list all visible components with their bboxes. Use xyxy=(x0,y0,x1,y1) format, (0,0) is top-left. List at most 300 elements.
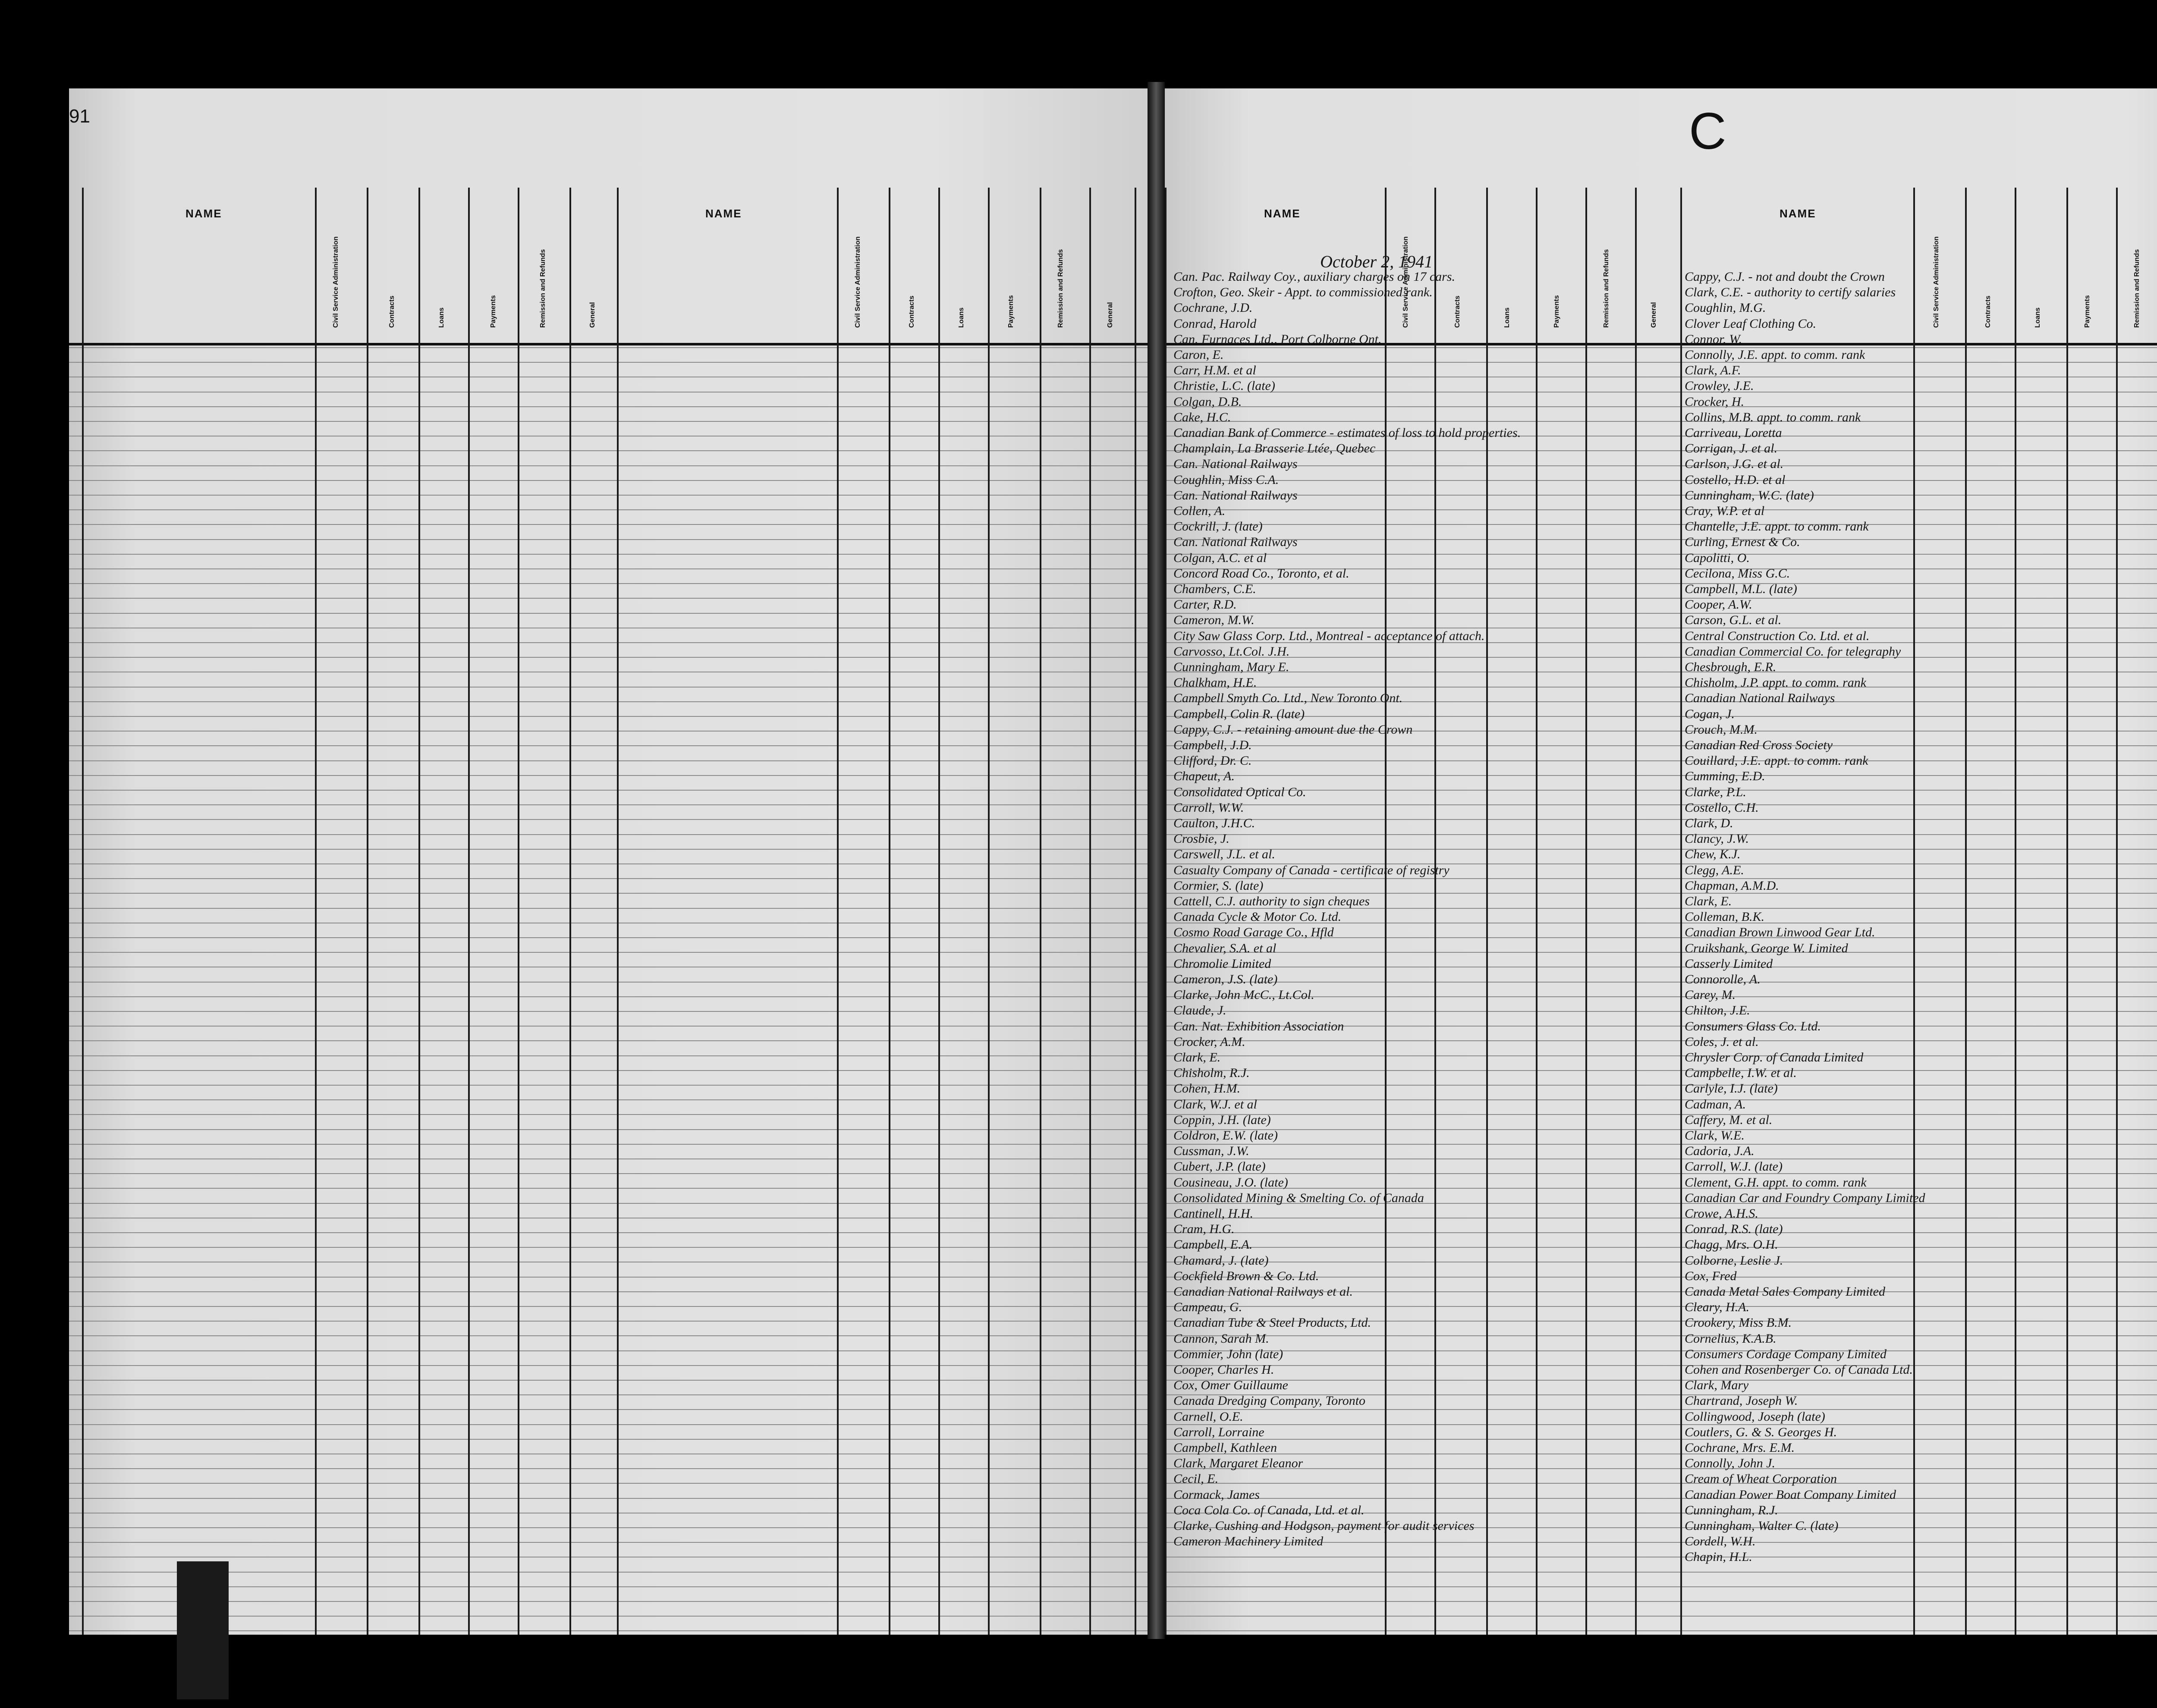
ledger-line xyxy=(1165,1350,2157,1351)
ledger-entry: Crouch, M.M. xyxy=(1685,722,1758,737)
civil-service-column-header-2: Civil Service Administration xyxy=(1933,236,1940,328)
ledger-entry: Crowley, J.E. xyxy=(1685,379,1754,393)
ledger-entry: Cormack, James xyxy=(1173,1487,1260,1502)
ledger-entry: Crowe, A.H.S. xyxy=(1685,1206,1758,1221)
ledger-entry: Clegg, A.E. xyxy=(1685,863,1744,877)
column-divider xyxy=(1536,188,1538,1635)
ledger-entry: Coldron, E.W. (late) xyxy=(1173,1128,1278,1143)
ledger-line xyxy=(69,495,1148,496)
ledger-line xyxy=(1165,687,2157,688)
ledger-line xyxy=(69,1247,1148,1248)
ledger-line xyxy=(69,347,1148,348)
column-divider xyxy=(1913,188,1915,1635)
ledger-entry: Collen, A. xyxy=(1173,504,1226,518)
ledger-entry: Cohen, H.M. xyxy=(1173,1081,1240,1096)
ledger-entry: Clancy, J.W. xyxy=(1685,832,1749,846)
ledger-line xyxy=(69,1321,1148,1322)
ledger-entry: Connolly, John J. xyxy=(1685,1456,1775,1471)
ledger-entry: Cunningham, R.J. xyxy=(1685,1503,1778,1517)
ledger-entry: Cunningham, Walter C. (late) xyxy=(1685,1519,1839,1533)
ledger-entry: Cosmo Road Garage Co., Hfld xyxy=(1173,925,1334,940)
loans-column-header: Loans xyxy=(1503,307,1511,328)
ledger-entry: Cockrill, J. (late) xyxy=(1173,519,1263,534)
ledger-line xyxy=(1165,1114,2157,1115)
ledger-line xyxy=(69,554,1148,555)
column-divider xyxy=(1635,188,1637,1635)
ledger-entry: Cake, H.C. xyxy=(1173,410,1231,424)
ledger-entry: Cray, W.P. et al xyxy=(1685,504,1765,518)
ledger-line xyxy=(69,1483,1148,1484)
ledger-entry: Chapin, H.L. xyxy=(1685,1550,1752,1564)
ledger-entry: Chesbrough, E.R. xyxy=(1685,660,1777,674)
ledger-line xyxy=(1165,539,2157,540)
column-divider xyxy=(315,188,317,1635)
ledger-line xyxy=(69,1040,1148,1041)
column-divider xyxy=(1434,188,1436,1635)
contracts-column-header: Contracts xyxy=(388,295,396,328)
ledger-line xyxy=(1165,613,2157,614)
ledger-entry: Capolitti, O. xyxy=(1685,550,1750,565)
ledger-entry: Clark, A.F. xyxy=(1685,363,1741,378)
ledger-entry: Connor, W. xyxy=(1685,332,1742,346)
ledger-line xyxy=(1165,775,2157,776)
ledger-entry: Cantinell, H.H. xyxy=(1173,1206,1253,1221)
ledger-page-right xyxy=(1165,88,2157,1635)
contracts-column-header-2: Contracts xyxy=(908,295,915,328)
index-letter: C xyxy=(1689,102,1726,160)
ledger-line xyxy=(1165,1365,2157,1366)
ledger-line xyxy=(69,1630,1148,1631)
ledger-line xyxy=(69,952,1148,953)
contracts-column-header: Contracts xyxy=(1454,295,1461,328)
ledger-line xyxy=(69,1011,1148,1012)
ledger-line xyxy=(69,583,1148,584)
ledger-entry: Consolidated Optical Co. xyxy=(1173,785,1306,799)
ledger-line xyxy=(1165,790,2157,791)
ledger-entry: Clark, Mary xyxy=(1685,1378,1749,1393)
ledger-entry: Canada Dredging Company, Toronto xyxy=(1173,1394,1366,1408)
page-number: 91 xyxy=(69,106,90,127)
ledger-entry: Campeau, G. xyxy=(1173,1300,1242,1315)
ledger-entry: Christie, L.C. (late) xyxy=(1173,379,1275,393)
ledger-entry: Corrigan, J. et al. xyxy=(1685,441,1777,456)
ledger-entry: Cooper, A.W. xyxy=(1685,597,1752,612)
ledger-entry: Carvosso, Lt.Col. J.H. xyxy=(1173,644,1290,659)
ledger-line xyxy=(1165,1099,2157,1100)
ledger-line xyxy=(1165,982,2157,983)
ledger-entry: Coppin, J.H. (late) xyxy=(1173,1112,1271,1127)
ledger-entry: Coughlin, Miss C.A. xyxy=(1173,472,1279,487)
column-divider xyxy=(2116,188,2118,1635)
ledger-line xyxy=(1165,819,2157,820)
ledger-line xyxy=(69,1498,1148,1499)
ledger-entry: Carter, R.D. xyxy=(1173,597,1237,612)
ledger-line xyxy=(1165,421,2157,422)
column-divider xyxy=(518,188,519,1635)
ledger-entry: Chrysler Corp. of Canada Limited xyxy=(1685,1050,1864,1064)
ledger-entry: Clifford, Dr. C. xyxy=(1173,754,1252,768)
ledger-line xyxy=(69,982,1148,983)
ledger-line xyxy=(1165,1468,2157,1469)
ledger-entry: Consolidated Mining & Smelting Co. of Canada xyxy=(1173,1190,1424,1205)
ledger-entry: Conrad, R.S. (late) xyxy=(1685,1222,1783,1237)
ledger-line xyxy=(1165,1601,2157,1602)
ledger-entry: Clement, G.H. appt. to comm. rank xyxy=(1685,1175,1867,1190)
ledger-line xyxy=(69,1586,1148,1587)
ledger-line xyxy=(1165,1498,2157,1499)
ledger-entry: Casserly Limited xyxy=(1685,956,1773,971)
ledger-line xyxy=(69,1188,1148,1189)
ledger-entry: Cockfield Brown & Co. Ltd. xyxy=(1173,1268,1319,1283)
ledger-line xyxy=(69,1291,1148,1292)
ledger-entry: Crosbie, J. xyxy=(1173,832,1229,846)
ledger-entry: Cussman, J.W. xyxy=(1173,1144,1249,1159)
ledger-entry: Caulton, J.H.C. xyxy=(1173,816,1255,830)
ledger-line xyxy=(69,937,1148,938)
ledger-line xyxy=(69,775,1148,776)
ledger-entry: Chagg, Mrs. O.H. xyxy=(1685,1237,1778,1252)
ledger-line xyxy=(1165,583,2157,584)
ledger-entry: Canadian Bank of Commerce - estimates of loss to hold properties. xyxy=(1173,426,1521,440)
ledger-line xyxy=(69,613,1148,614)
ledger-line xyxy=(1165,1483,2157,1484)
ledger-entry: Clark, E. xyxy=(1685,894,1732,908)
ledger-entry: Clark, E. xyxy=(1173,1050,1221,1064)
ledger-entry: Campbell, M.L. (late) xyxy=(1685,582,1797,596)
ledger-line xyxy=(69,642,1148,643)
ledger-line xyxy=(69,1439,1148,1440)
ledger-entry: Connolly, J.E. appt. to comm. rank xyxy=(1685,348,1865,362)
ledger-entry: Cochrane, Mrs. E.M. xyxy=(1685,1441,1795,1455)
ledger-line xyxy=(69,1572,1148,1573)
ledger-line xyxy=(69,893,1148,894)
ledger-line xyxy=(1165,1232,2157,1233)
ledger-line xyxy=(69,1380,1148,1381)
ledger-line xyxy=(69,687,1148,688)
ledger-entry: Campbell Smyth Co. Ltd., New Toronto Ont. xyxy=(1173,691,1403,706)
ledger-line xyxy=(1165,878,2157,879)
ledger-entry: Colleman, B.K. xyxy=(1685,910,1764,924)
ledger-entry: Can. Pac. Railway Coy., auxiliary charges on 17 cars. xyxy=(1173,270,1455,284)
ledger-line xyxy=(69,996,1148,997)
ledger-line xyxy=(1165,1188,2157,1189)
ledger-line xyxy=(1165,1616,2157,1617)
ledger-entry: Coutlers, G. & S. Georges H. xyxy=(1685,1425,1837,1439)
ledger-entry: Carlyle, I.J. (late) xyxy=(1685,1081,1778,1096)
loans-column-header: Loans xyxy=(438,307,445,328)
ledger-entry: Clarke, Cushing and Hodgson, payment for audit services xyxy=(1173,1519,1475,1533)
payments-column-header: Payments xyxy=(1553,295,1560,328)
ledger-entry: Campbell, Kathleen xyxy=(1173,1441,1277,1455)
ledger-line xyxy=(69,1203,1148,1204)
ledger-entry: Cordell, W.H. xyxy=(1685,1534,1756,1549)
ledger-line xyxy=(69,1055,1148,1056)
ledger-line xyxy=(1165,1040,2157,1041)
ledger-line xyxy=(69,1616,1148,1617)
ledger-entry: Clarke, P.L. xyxy=(1685,785,1746,799)
ledger-entry: Canadian National Railways xyxy=(1685,691,1835,706)
ledger-entry: Clark, Margaret Eleanor xyxy=(1173,1456,1303,1471)
ledger-entry: Chantelle, J.E. appt. to comm. rank xyxy=(1685,519,1869,534)
ledger-line xyxy=(69,1542,1148,1543)
ledger-line xyxy=(1165,495,2157,496)
ledger-entry: Collingwood, Joseph (late) xyxy=(1685,1409,1825,1424)
ledger-line xyxy=(1165,849,2157,850)
column-divider xyxy=(2015,188,2016,1635)
ledger-line xyxy=(1165,834,2157,835)
ledger-line xyxy=(69,819,1148,820)
ledger-entry: Claude, J. xyxy=(1173,1003,1226,1018)
civil-service-column-header: Civil Service Administration xyxy=(1402,236,1409,328)
ledger-entry: Coughlin, M.G. xyxy=(1685,301,1766,315)
column-divider xyxy=(889,188,890,1635)
ledger-line xyxy=(1165,1144,2157,1145)
ledger-entry: Champlain, La Brasserie Ltée, Quebec xyxy=(1173,441,1376,456)
ledger-entry: Canadian Tube & Steel Products, Ltd. xyxy=(1173,1316,1371,1330)
ledger-line xyxy=(69,745,1148,746)
ledger-line xyxy=(69,731,1148,732)
ledger-line xyxy=(69,834,1148,835)
ledger-line xyxy=(1165,406,2157,407)
remission-column-header-2: Remission and Refunds xyxy=(2133,249,2141,328)
ledger-entry: Carroll, W.W. xyxy=(1173,800,1244,815)
ledger-entry: Chromolie Limited xyxy=(1173,956,1271,971)
ledger-entry: Cunningham, Mary E. xyxy=(1173,660,1289,674)
ledger-line xyxy=(69,1277,1148,1278)
ledger-page-left xyxy=(69,88,1148,1635)
ledger-line xyxy=(69,701,1148,702)
ledger-line xyxy=(69,509,1148,510)
ledger-entry: Crocker, A.M. xyxy=(1173,1034,1245,1049)
ledger-entry: Costello, C.H. xyxy=(1685,800,1759,815)
ledger-line xyxy=(69,406,1148,407)
binding-strap xyxy=(177,1561,229,1699)
loans-column-header-2: Loans xyxy=(2034,307,2041,328)
ledger-entry: Colgan, D.B. xyxy=(1173,394,1242,409)
remission-column-header-2: Remission and Refunds xyxy=(1057,249,1064,328)
ledger-entry: Collins, M.B. appt. to comm. rank xyxy=(1685,410,1861,424)
ledger-line xyxy=(69,1085,1148,1086)
ledger-entry: Can. Furnaces Ltd., Port Colborne Ont. xyxy=(1173,332,1382,346)
ledger-entry: Canadian Car and Foundry Company Limited xyxy=(1685,1190,1925,1205)
column-divider xyxy=(1385,188,1387,1635)
ledger-line xyxy=(69,1350,1148,1351)
column-divider xyxy=(367,188,368,1635)
general-column-header: General xyxy=(589,302,596,328)
column-divider xyxy=(988,188,990,1635)
ledger-line xyxy=(69,1306,1148,1307)
book-spine xyxy=(1148,82,1165,1639)
ledger-entry: Chisholm, J.P. appt. to comm. rank xyxy=(1685,675,1867,690)
ledger-entry: Chalkham, H.E. xyxy=(1173,675,1257,690)
ledger-entry: Crocker, H. xyxy=(1685,394,1745,409)
column-divider xyxy=(1135,188,1136,1635)
name-column-header: NAME xyxy=(186,207,222,220)
ledger-entry: Canada Metal Sales Company Limited xyxy=(1685,1284,1885,1299)
ledger-line xyxy=(1165,509,2157,510)
ledger-line xyxy=(1165,760,2157,761)
ledger-entry: City Saw Glass Corp. Ltd., Montreal - acceptance of attach. xyxy=(1173,628,1485,643)
ledger-entry: Campbell, Colin R. (late) xyxy=(1173,706,1305,721)
ledger-entry: Consumers Glass Co. Ltd. xyxy=(1685,1019,1821,1033)
ledger-line xyxy=(1165,657,2157,658)
ledger-line xyxy=(69,1468,1148,1469)
civil-service-column-header-2: Civil Service Administration xyxy=(854,236,862,328)
ledger-entry: Clark, C.E. - authority to certify salaries xyxy=(1685,285,1896,300)
column-divider xyxy=(938,188,940,1635)
payments-column-header-2: Payments xyxy=(1007,295,1015,328)
ledger-line xyxy=(69,1335,1148,1336)
date-heading: October 2, 1941 xyxy=(1320,252,1433,271)
ledger-line xyxy=(1165,804,2157,805)
ledger-entry: Cecilona, Miss G.C. xyxy=(1685,566,1790,581)
ledger-entry: Coca Cola Co. of Canada, Ltd. et al. xyxy=(1173,1503,1365,1517)
payments-column-header: Payments xyxy=(490,295,497,328)
column-divider xyxy=(1486,188,1488,1635)
column-divider xyxy=(1040,188,1041,1635)
ledger-line xyxy=(1165,1085,2157,1086)
ledger-line xyxy=(69,524,1148,525)
general-column-header: General xyxy=(1650,302,1657,328)
ledger-entry: Carey, M. xyxy=(1685,988,1736,1002)
ledger-line xyxy=(1165,1439,2157,1440)
remission-column-header: Remission and Refunds xyxy=(1603,249,1610,328)
column-divider xyxy=(2066,188,2068,1635)
ledger-line xyxy=(69,804,1148,805)
ledger-entry: Cox, Omer Guillaume xyxy=(1173,1378,1288,1393)
ledger-entry: Concord Road Co., Toronto, et al. xyxy=(1173,566,1349,581)
ledger-entry: Carson, G.L. et al. xyxy=(1685,613,1782,628)
ledger-line xyxy=(69,1424,1148,1425)
ledger-entry: Canadian National Railways et al. xyxy=(1173,1284,1353,1299)
ledger-line xyxy=(69,1601,1148,1602)
ledger-entry: Chapman, A.M.D. xyxy=(1685,878,1779,893)
general-column-header-2: General xyxy=(1107,302,1114,328)
ledger-entry: Coles, J. et al. xyxy=(1685,1034,1759,1049)
ledger-line xyxy=(1165,598,2157,599)
ledger-entry: Commier, John (late) xyxy=(1173,1347,1283,1361)
ledger-entry: Couillard, J.E. appt. to comm. rank xyxy=(1685,754,1868,768)
ledger-entry: Campbelle, I.W. et al. xyxy=(1685,1066,1797,1080)
ledger-entry: Cochrane, J.D. xyxy=(1173,301,1253,315)
ledger-entry: Central Construction Co. Ltd. et al. xyxy=(1685,628,1870,643)
contracts-column-header-2: Contracts xyxy=(1984,295,1992,328)
ledger-entry: Can. National Railways xyxy=(1173,457,1298,471)
ledger-line xyxy=(1165,1380,2157,1381)
column-divider xyxy=(82,188,84,1635)
ledger-entry: Canadian Power Boat Company Limited xyxy=(1685,1487,1896,1502)
loans-column-header-2: Loans xyxy=(958,307,965,328)
ledger-entry: Cox, Fred xyxy=(1685,1268,1737,1283)
ledger-line xyxy=(1165,347,2157,348)
ledger-line xyxy=(1165,1011,2157,1012)
ledger-entry: Cattell, C.J. authority to sign cheques xyxy=(1173,894,1370,908)
ledger-line xyxy=(69,878,1148,879)
ledger-entry: Cumming, E.D. xyxy=(1685,769,1765,784)
ledger-line xyxy=(69,863,1148,864)
ledger-entry: Conrad, Harold xyxy=(1173,316,1257,331)
ledger-line xyxy=(69,1232,1148,1233)
ledger-entry: Canada Cycle & Motor Co. Ltd. xyxy=(1173,910,1342,924)
ledger-entry: Carlson, J.G. et al. xyxy=(1685,457,1784,471)
ledger-entry: Chartrand, Joseph W. xyxy=(1685,1394,1798,1408)
ledger-entry: Clark, W.J. et al xyxy=(1173,1097,1257,1111)
column-divider xyxy=(1585,188,1587,1635)
ledger-line xyxy=(69,1070,1148,1071)
ledger-entry: Cornelius, K.A.B. xyxy=(1685,1331,1777,1346)
ledger-line xyxy=(1165,465,2157,466)
ledger-entry: Crookery, Miss B.M. xyxy=(1685,1316,1792,1330)
ledger-line xyxy=(69,1099,1148,1100)
ledger-entry: Cannon, Sarah M. xyxy=(1173,1331,1269,1346)
column-divider xyxy=(1089,188,1091,1635)
remission-column-header: Remission and Refunds xyxy=(539,249,547,328)
ledger-entry: Campbell, J.D. xyxy=(1173,738,1252,752)
ledger-entry: Clarke, John McC., Lt.Col. xyxy=(1173,988,1314,1002)
ledger-entry: Cameron, J.S. (late) xyxy=(1173,972,1278,986)
ledger-line xyxy=(69,1144,1148,1145)
ledger-line xyxy=(1165,1335,2157,1336)
ledger-line xyxy=(1165,1173,2157,1174)
ledger-entry: Can. National Railways xyxy=(1173,488,1298,502)
ledger-line xyxy=(1165,1586,2157,1587)
ledger-line xyxy=(1165,1306,2157,1307)
column-divider xyxy=(1165,188,1167,1635)
ledger-entry: Chevalier, S.A. et al xyxy=(1173,941,1277,955)
column-header-row xyxy=(1165,188,2157,345)
ledger-entry: Cadman, A. xyxy=(1685,1097,1746,1111)
column-divider xyxy=(1680,188,1682,1635)
ledger-entry: Caffery, M. et al. xyxy=(1685,1112,1773,1127)
ledger-entry: Colgan, A.C. et al xyxy=(1173,550,1267,565)
ledger-line xyxy=(69,716,1148,717)
ledger-line xyxy=(69,480,1148,481)
ledger-line xyxy=(1165,1630,2157,1631)
ledger-line xyxy=(1165,1129,2157,1130)
ledger-entry: Consumers Cordage Company Limited xyxy=(1685,1347,1887,1361)
ledger-line xyxy=(69,421,1148,422)
ledger-line xyxy=(1165,524,2157,525)
ledger-entry: Casualty Company of Canada - certificate of registry xyxy=(1173,863,1450,877)
ledger-entry: Carr, H.M. et al xyxy=(1173,363,1256,378)
ledger-entry: Cogan, J. xyxy=(1685,706,1735,721)
ledger-entry: Cecil, E. xyxy=(1173,1472,1219,1486)
ledger-entry: Curling, Ernest & Co. xyxy=(1685,535,1800,549)
ledger-entry: Cohen and Rosenberger Co. of Canada Ltd. xyxy=(1685,1363,1913,1377)
ledger-entry: Cormier, S. (late) xyxy=(1173,878,1264,893)
ledger-entry: Cappy, C.J. - retaining amount due the Crown xyxy=(1173,722,1413,737)
ledger-entry: Chapeut, A. xyxy=(1173,769,1235,784)
ledger-entry: Cleary, H.A. xyxy=(1685,1300,1749,1315)
ledger-line xyxy=(1165,480,2157,481)
ledger-entry: Canadian Red Cross Society xyxy=(1685,738,1833,752)
ledger-line xyxy=(69,362,1148,363)
ledger-entry: Clark, W.E. xyxy=(1685,1128,1745,1143)
ledger-line xyxy=(69,598,1148,599)
ledger-line xyxy=(69,849,1148,850)
ledger-entry: Crofton, Geo. Skeir - Appt. to commissioned rank. xyxy=(1173,285,1433,300)
ledger-entry: Caron, E. xyxy=(1173,348,1224,362)
ledger-entry: Cram, H.G. xyxy=(1173,1222,1235,1237)
civil-service-column-header: Civil Service Administration xyxy=(332,236,340,328)
ledger-entry: Cubert, J.P. (late) xyxy=(1173,1159,1266,1174)
column-divider xyxy=(1965,188,1967,1635)
ledger-entry: Cooper, Charles H. xyxy=(1173,1363,1274,1377)
ledger-line xyxy=(1165,1424,2157,1425)
column-header-row xyxy=(69,188,1148,345)
ledger-line xyxy=(69,1026,1148,1027)
ledger-entry: Cameron, M.W. xyxy=(1173,613,1255,628)
